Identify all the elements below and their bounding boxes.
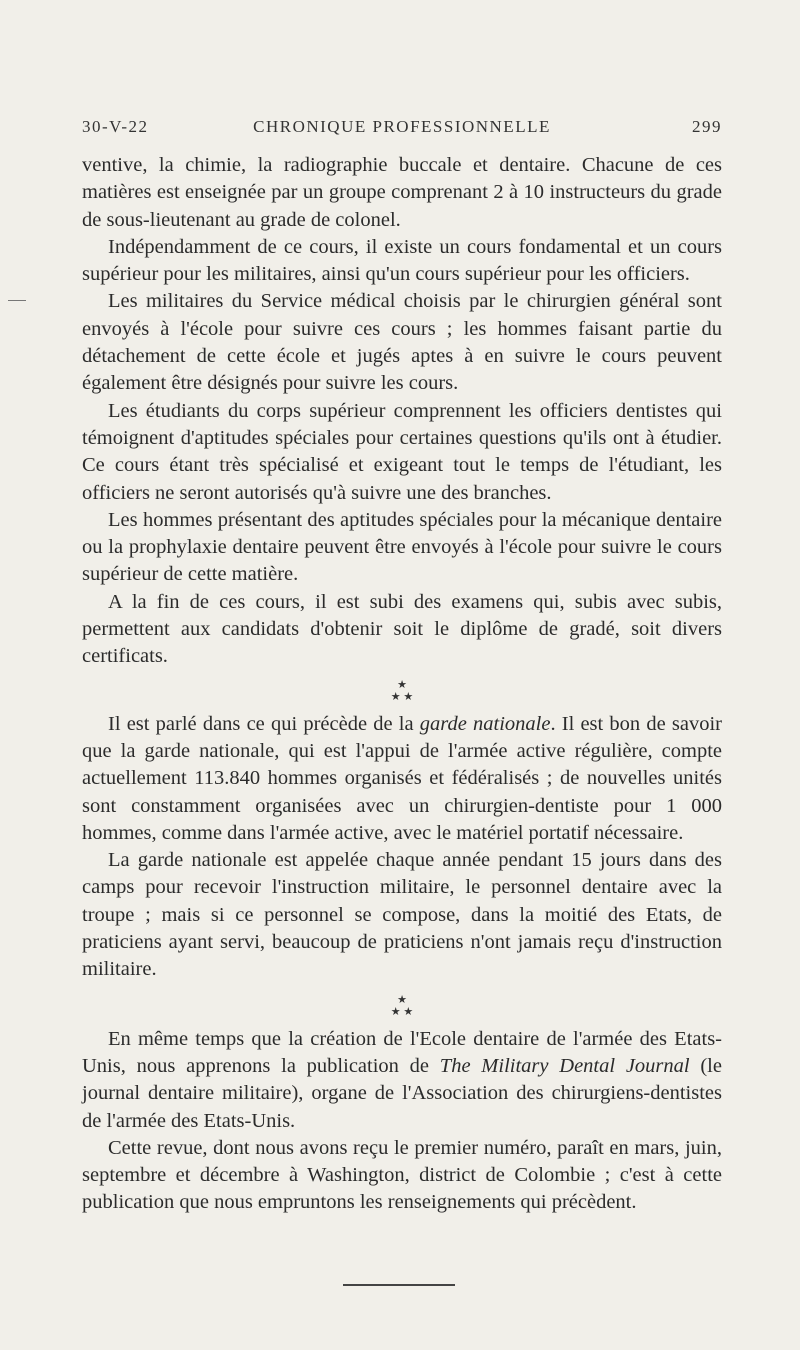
text-run: En même temps que la création de l'Ecole dentaire de l'armée des Etats-Unis, nous apprenons la publication de	[82, 1027, 722, 1077]
paragraph: La garde nationale est appelée chaque année pendant 15 jours dans des camps pour recevoir l'instruction militaire, le personnel dentaire avec la troupe ; mais si ce personnel se compose, dans la moitié des Etats, de praticiens ayant servi, beaucoup de praticiens n'ont jamais reçu d'instruction militaire.	[82, 849, 722, 981]
section-asterism	[82, 994, 722, 1018]
paragraph: Les militaires du Service médical choisis par le chirurgien général sont envoyés à l'école pour suivre ces cours ; les hommes faisant partie du détachement de cette école et jugés aptes à en suivre le cours peuvent également être désignés pour suivre les cours.	[82, 290, 722, 395]
asterism-bottom: ★ ★	[390, 690, 414, 703]
asterism-bottom: ★ ★	[390, 1005, 414, 1018]
margin-mark	[8, 300, 26, 301]
body-text	[82, 152, 722, 1217]
end-rule	[343, 1284, 455, 1286]
running-head	[82, 117, 722, 141]
paragraph: A la fin de ces cours, il est subi des examens qui, subis avec subis, permettent aux candidats d'obtenir soit le diplôme de gradé, soit divers certificats.	[82, 590, 722, 668]
asterism-top: ★	[397, 678, 407, 691]
paragraph: Les étudiants du corps supérieur comprennent les officiers dentistes qui témoignent d'aptitudes spéciales pour certaines questions qu'ils ont à étudier. Ce cours étant très spécialisé et exigeant tout le temps de l'étudiant, les officiers ne seront autorisés qu'à suivre une des branches.	[82, 399, 722, 504]
asterism-top: ★	[397, 993, 407, 1006]
italic-term: garde nationale	[419, 712, 551, 735]
header-date: 30-V-22	[82, 117, 149, 136]
header-title: CHRONIQUE PROFESSIONNELLE	[253, 117, 551, 136]
section-asterism	[82, 679, 722, 703]
paragraph: Cette revue, dont nous avons reçu le premier numéro, paraît en mars, juin, septembre et décembre à Washington, district de Colombie ; c'est à cette publication que nous empruntons les renseignements qui précèdent.	[82, 1136, 722, 1214]
paragraph	[82, 711, 722, 847]
paragraph	[82, 1026, 722, 1135]
paragraph: Indépendamment de ce cours, il existe un cours fondamental et un cours supérieur pour les militaires, ainsi qu'un cours supérieur pour les officiers.	[82, 235, 722, 286]
journal-title: The Military Dental Journal	[439, 1054, 690, 1077]
paragraph: Les hommes présentant des aptitudes spéciales pour la mécanique dentaire ou la prophylaxie dentaire peuvent être envoyés à l'école pour suivre le cours supérieur de cette matière.	[82, 508, 722, 586]
text-run: Il est parlé dans ce qui précède de la	[108, 712, 420, 735]
text-run: . Il est bon de savoir que la garde nationale, qui est l'appui de l'armée active régulière, compte actuellement 113.840 hommes organisés et fédéralisés ; de nouvelles unités sont constamment organisées avec un chirurgien-dentiste pour 1 000 hommes, comme dans l'armée active, avec le matériel portatif nécessaire.	[82, 712, 722, 844]
page-number: 299	[692, 117, 722, 136]
text-run: (le journal dentaire militaire), organe de l'Association des chirurgiens-dentistes de l'armée des Etats-Unis.	[82, 1054, 722, 1132]
paragraph: ventive, la chimie, la radiographie buccale et dentaire. Chacune de ces matières est enseignée par un groupe comprenant 2 à 10 instructeurs du grade de sous-lieutenant au grade de colonel.	[82, 154, 722, 231]
